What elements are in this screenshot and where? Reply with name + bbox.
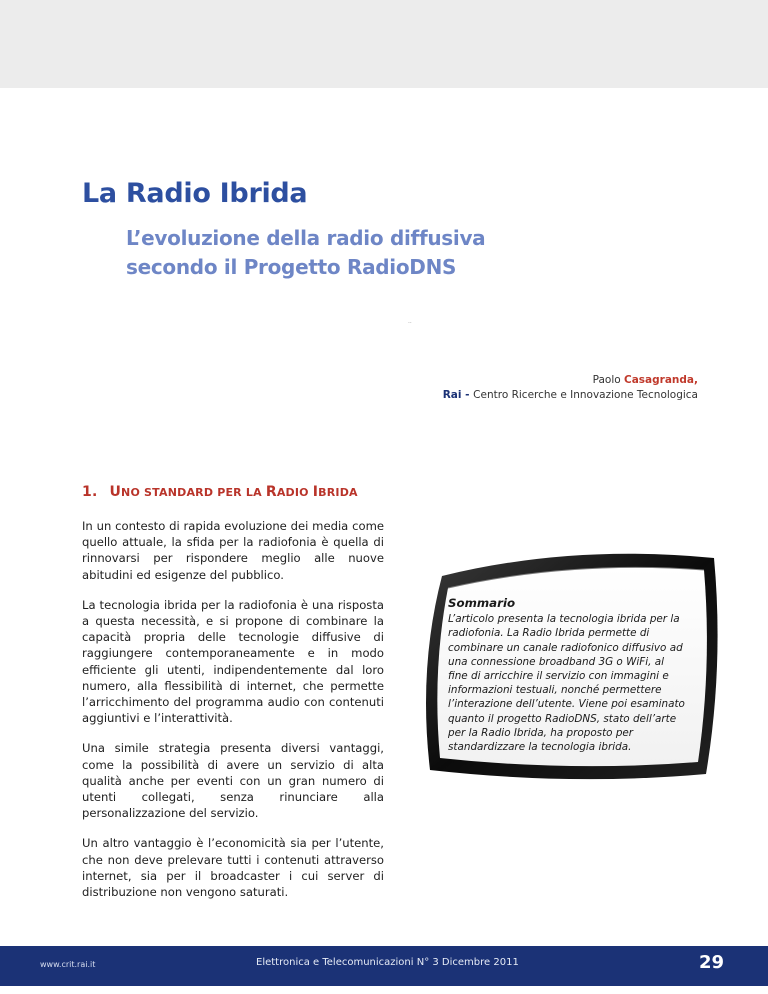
article-title: La Radio Ibrida [82,178,308,209]
section-title-part: I [312,484,319,500]
author-name [443,373,698,388]
section-number: 1. [82,484,98,500]
body-paragraph: Una simile strategia presenta diversi vantaggi, come la possibilità di avere un servizio di alta qualità anche per eventi con un gran numero di utenti collegati, senza rinunciare alla personalizzazione del servizio. [82,741,384,821]
section-title-part: BRIDA [318,486,358,499]
section-title-part: R [265,484,277,500]
body-paragraph: Un altro vantaggio è l’economicità sia per l’utente, che non deve prelevare tutti i contenuti attraverso internet, sia per il broadcaster i cui server di distribuzione non vengono saturati. [82,836,384,900]
body-text-column [82,518,384,914]
section-title-part: NO STANDARD PER LA [121,486,266,499]
subtitle-line-2: secondo il Progetto RadioDNS [126,255,457,279]
summary-text: L’articolo presenta la tecnologia ibrida per la radiofonia. La Radio Ibrida permette di combinare un canale radiofonico diffusivo ad una connessione broadband 3G o WiFi, al fine di arricchire il servizio con immagini e informazioni testuali, nonché permettere l’interazione dell’utente. Viene poi esaminato quanto il progetto RadioDNS, stato dell’arte per la Radio Ibrida, ha proposto per standardizzare la tecnologia ibrida. [448,613,685,754]
author-org-detail: Centro Ricerche e Innovazione Tecnologica [473,389,698,401]
author-org-name: Rai - [442,389,474,401]
section-title-part: U [109,484,122,500]
author-block [443,373,698,403]
subtitle-line-1: L’evoluzione della radio diffusiva [126,226,486,250]
footer-magazine: Elettronica e Telecomunicazioni N° 3 Dicembre 2011 [256,957,519,968]
stray-mark: .. [408,318,412,325]
footer-url: www.crit.rai.it [40,960,96,969]
author-first-name: Paolo [592,374,625,386]
article-subtitle [126,224,485,282]
section-heading [82,484,358,500]
page-number: 29 [698,952,724,973]
summary-box [448,596,686,754]
summary-heading: Sommario [448,596,516,610]
author-last-name: Casagranda, [624,374,698,386]
header-band [0,0,768,88]
body-paragraph: La tecnologia ibrida per la radiofonia è una risposta a questa necessità, e si propone di combinare la capacità propria delle tecnologie diffusive di raggiungere contemporaneamente e in modo efficiente gli utenti, indipendentemente dal loro numero, alla flessibilità di internet, che permette l’arricchimento del programma audio con contenuti aggiuntivi e l’interattività. [82,597,384,726]
author-affiliation [443,388,698,403]
section-title-part: ADIO [276,486,313,499]
body-paragraph: In un contesto di rapida evoluzione dei media come quello attuale, la sfida per la radiofonia è quella di rinnovarsi per rispondere meglio alle nuove abitudini ed esigenze del pubblico. [82,519,384,582]
page-footer [0,946,768,986]
